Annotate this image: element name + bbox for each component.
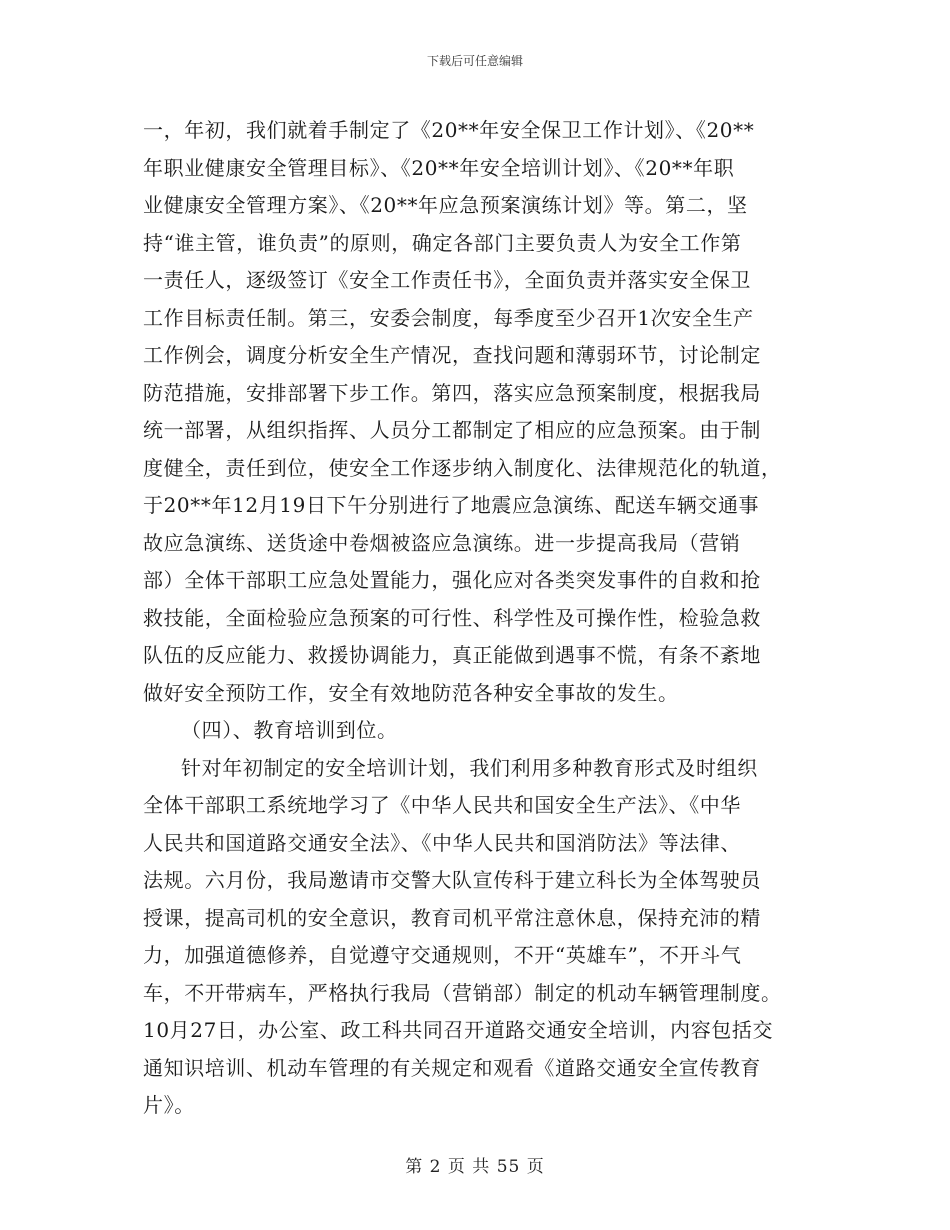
text-line: 一责任人，逐级签订《安全工作责任书》，全面负责并落实安全保卫 xyxy=(143,268,751,292)
text-line: 工作例会，调度分析安全生产情况，查找问题和薄弱环节，讨论制定 xyxy=(143,343,761,367)
text-line: 于20**年12月19日下午分别进行了地震应急演练、配送车辆交通事 xyxy=(143,493,760,517)
text-line: 救技能，全面检验应急预案的可行性、科学性及可操作性，检验急救 xyxy=(143,605,761,630)
text-line: 法规。六月份，我局邀请市交警大队宣传科于建立科长为全体驾驶员 xyxy=(143,868,761,892)
text-line: 工作目标责任制。第三，安委会制度，每季度至少召开1次安全生产 xyxy=(143,305,754,330)
text-line: 业健康安全管理方案》、《20**年应急预案演练计划》等。第二，坚 xyxy=(143,193,748,217)
text-line: 10月27日，办公室、政工科共同召开道路交通安全培训，内容包括交 xyxy=(143,1018,774,1042)
text-line: 车，不开带病车，严格执行我局（营销部）制定的机动车辆管理制度。 xyxy=(143,980,782,1005)
text-line: 持“谁主管，谁负责”的原则，确定各部门主要负责人为安全工作第 xyxy=(143,230,742,255)
text-line: 做好安全预防工作，安全有效地防范各种安全事故的发生。 xyxy=(143,680,679,705)
text-line: 统一部署，从组织指挥、人员分工都制定了相应的应急预案。由于制 xyxy=(143,418,761,442)
text-line: 队伍的反应能力、救援协调能力，真正能做到遇事不慌，有条不紊地 xyxy=(143,643,761,667)
text-line: 故应急演练、送货途中卷烟被盗应急演练。进一步提高我局（营销 xyxy=(143,530,741,555)
text-line: 力，加强道德修养，自觉遵守交通规则，不开“英雄车”，不开斗气 xyxy=(143,943,742,967)
page-header: 下载后可任意编辑 xyxy=(426,54,523,68)
text-line: 授课，提高司机的安全意识，教育司机平常注意休息，保持充沛的精 xyxy=(143,905,761,930)
text-line: 防范措施，安排部署下步工作。第四，落实应急预案制度，根据我局 xyxy=(143,380,761,405)
text-line: 人民共和国道路交通安全法》、《中华人民共和国消防法》等法律、 xyxy=(143,830,741,855)
text-line: 通知识培训、机动车管理的有关规定和观看《道路交通安全宣传教育 xyxy=(143,1055,761,1080)
text-line: 部）全体干部职工应急处置能力，强化应对各类突发事件的自救和抢 xyxy=(143,568,761,592)
text-line: 度健全，责任到位，使安全工作逐步纳入制度化、法律规范化的轨道， xyxy=(143,455,782,480)
text-line: 片》。 xyxy=(143,1093,195,1117)
section-heading: （四）、教育培训到位。 xyxy=(181,718,398,742)
text-line: 一，年初，我们就着手制定了《20**年安全保卫工作计划》、《20** xyxy=(143,118,755,142)
text-line: 全体干部职工系统地学习了《中华人民共和国安全生产法》、《中华 xyxy=(143,793,741,817)
text-line: 年职业健康安全管理目标》、《20**年安全培训计划》、《20**年职 xyxy=(143,155,735,180)
page-footer: 第 2 页 共 55 页 xyxy=(405,1157,545,1177)
document-body xyxy=(143,112,813,1125)
text-line: 针对年初制定的安全培训计划，我们利用多种教育形式及时组织 xyxy=(181,755,758,780)
